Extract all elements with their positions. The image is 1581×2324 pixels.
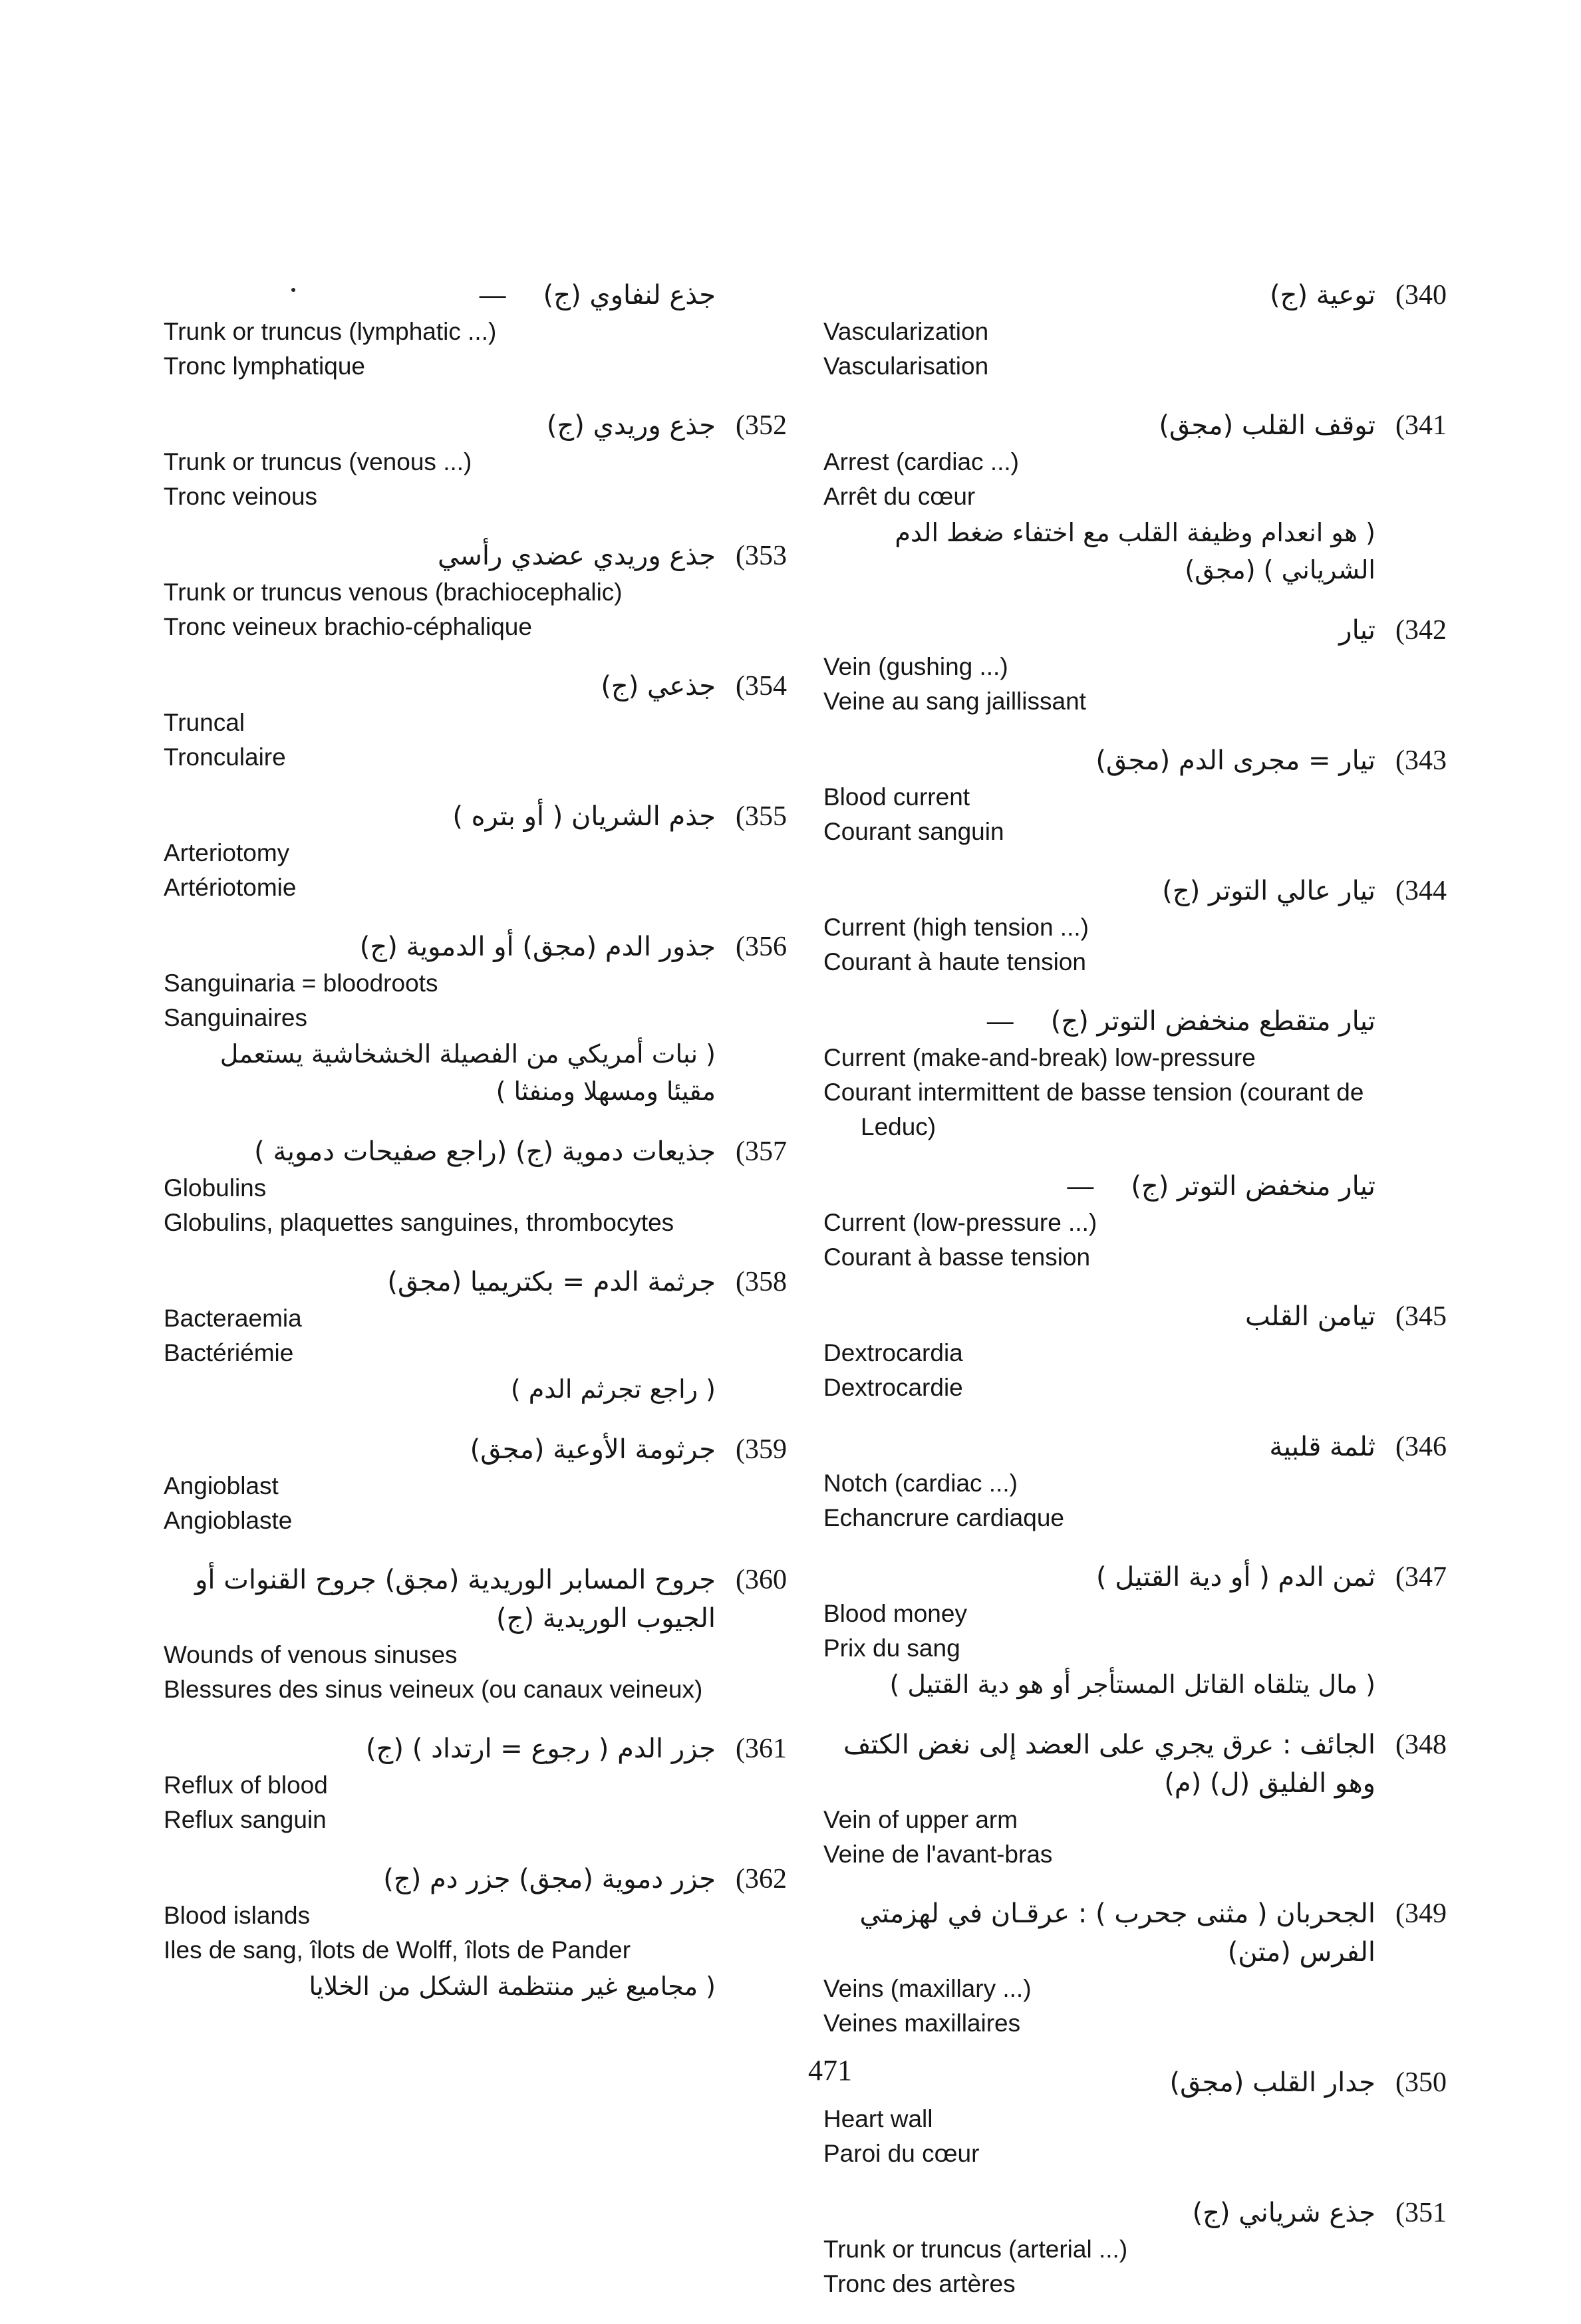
arabic-term xyxy=(823,276,1375,315)
english-term: Bacteraemia xyxy=(164,1305,302,1332)
french-term: Iles de sang, îlots de Wolff, îlots de Pander xyxy=(164,1936,631,1964)
arabic-term-text: جذعي (ج) xyxy=(601,671,716,702)
dictionary-entry xyxy=(823,741,1482,849)
arabic-term xyxy=(823,1002,1375,1041)
english-term: Arteriotomy xyxy=(164,839,290,866)
french-term: Courant à haute tension xyxy=(823,948,1086,975)
arabic-term-text: جدار القلب (مجق) xyxy=(1169,2067,1375,2098)
french-term: Vascularisation xyxy=(823,352,989,380)
arabic-term-text: جذع لنفاوي (ج) xyxy=(543,280,716,311)
french-term: Veine au sang jaillissant xyxy=(823,688,1086,715)
arabic-term xyxy=(823,2063,1375,2102)
arabic-note: ( هو انعدام وظيفة القلب مع اختفاء ضغط الدم الشرياني ) (مجق) xyxy=(895,518,1375,584)
arabic-note: ( مجاميع غير منتظمة الشكل من الخلايا xyxy=(309,1972,716,2001)
dictionary-entry xyxy=(823,1558,1482,1703)
dictionary-entry xyxy=(164,1860,822,2005)
dictionary-entry xyxy=(823,276,1482,384)
entry-number: (350 xyxy=(1395,2067,1447,2098)
french-term: Veine de l'avant-bras xyxy=(823,1841,1053,1868)
arabic-term xyxy=(164,1263,716,1301)
dictionary-entry xyxy=(823,1428,1482,1535)
dictionary-entry xyxy=(823,1726,1482,1872)
english-term: Wounds of venous sinuses xyxy=(164,1641,458,1668)
dictionary-entry xyxy=(164,1430,822,1538)
arabic-term-text: ثمن الدم ( أو دية القتيل ) xyxy=(1095,1562,1375,1593)
arabic-term-text: تيار = مجرى الدم (مجق) xyxy=(1095,745,1375,776)
dictionary-entry xyxy=(164,537,822,644)
left-column xyxy=(164,276,822,2027)
french-term: Tronc lymphatique xyxy=(164,352,365,380)
english-term: Blood current xyxy=(823,783,970,811)
english-term: Current (high tension ...) xyxy=(823,914,1089,941)
arabic-term xyxy=(823,872,1375,910)
entry-number: (353 xyxy=(736,541,787,571)
entry-number: (344 xyxy=(1395,876,1447,906)
dictionary-entry xyxy=(164,928,822,1110)
arabic-note: ( نبات أمريكي من الفصيلة الخشخاشية يستعمل مقيئا ومسهلا ومنفثا ) xyxy=(219,1039,716,1106)
dictionary-entry xyxy=(164,667,822,775)
entry-number: (362 xyxy=(736,1864,787,1894)
english-term: Trunk or truncus (lymphatic ...) xyxy=(164,318,497,345)
arabic-term-text: جذم الشريان ( أو بتره ) xyxy=(452,801,716,832)
arabic-term-text: جذع وريدي (ج) xyxy=(546,410,716,441)
arabic-term xyxy=(823,611,1375,650)
english-term: Globulins xyxy=(164,1174,267,1202)
entry-number: (340 xyxy=(1395,280,1447,311)
entry-number: (359 xyxy=(736,1434,787,1465)
english-term: Dextrocardia xyxy=(823,1339,963,1366)
dictionary-entry xyxy=(164,797,822,905)
entry-number: (358 xyxy=(736,1267,787,1297)
repeat-dash: — xyxy=(479,281,506,310)
french-term: Bactériémie xyxy=(164,1339,294,1366)
entry-number: (345 xyxy=(1395,1301,1447,1332)
french-term: Artériotomie xyxy=(164,874,297,901)
right-column xyxy=(823,276,1482,2324)
dictionary-entry xyxy=(823,1167,1482,1275)
arabic-term xyxy=(164,1730,716,1768)
entry-number: (349 xyxy=(1395,1898,1447,1929)
english-term: Angioblast xyxy=(164,1472,279,1499)
arabic-term-text: ثلمة قلبية xyxy=(1269,1432,1375,1462)
french-term: Arrêt du cœur xyxy=(823,483,976,510)
dictionary-entry xyxy=(164,1561,822,1707)
french-term: Globulins, plaquettes sanguines, thrombocytes xyxy=(164,1209,674,1236)
arabic-term xyxy=(823,1428,1375,1466)
english-term: Heart wall xyxy=(823,2105,933,2132)
arabic-term-text: جزر الدم ( رجوع = ارتداد ) (ج) xyxy=(366,1734,716,1764)
arabic-term-text: توقف القلب (مجق) xyxy=(1159,410,1375,441)
entry-number: (342 xyxy=(1395,615,1447,646)
arabic-term xyxy=(164,276,716,315)
arabic-term xyxy=(164,537,716,575)
french-term: Courant intermittent de basse tension (courant de Leduc) xyxy=(823,1079,1371,1140)
french-term: Angioblaste xyxy=(164,1507,293,1534)
english-term: Arrest (cardiac ...) xyxy=(823,448,1019,475)
dictionary-entry xyxy=(823,872,1482,979)
arabic-term-text: جرثومة الأوعية (مجق) xyxy=(470,1434,716,1465)
entry-number: (360 xyxy=(736,1565,787,1595)
french-term: Dextrocardie xyxy=(823,1374,963,1401)
french-term: Tronculaire xyxy=(164,743,286,771)
dictionary-entry xyxy=(164,406,822,514)
arabic-term xyxy=(823,2194,1375,2232)
arabic-note: ( راجع تجرثم الدم ) xyxy=(510,1374,716,1404)
arabic-term xyxy=(823,1297,1375,1336)
english-term: Trunk or truncus (arterial ...) xyxy=(823,2236,1128,2263)
entry-number: (347 xyxy=(1395,1562,1447,1593)
dictionary-entry xyxy=(823,2063,1482,2171)
entry-number: (343 xyxy=(1395,745,1447,776)
arabic-term xyxy=(164,667,716,706)
arabic-term-text: تيار xyxy=(1339,615,1375,646)
entry-number: (351 xyxy=(1395,2198,1447,2228)
english-term: Blood islands xyxy=(164,1902,311,1929)
arabic-term xyxy=(823,406,1375,445)
arabic-term-text: الجائف : عرق يجري على العضد إلى نغض الكتف وهو الفليق (ل) (م) xyxy=(843,1730,1375,1799)
arabic-term xyxy=(164,1132,716,1171)
entry-number: (355 xyxy=(736,801,787,832)
arabic-term-text: جذيعات دموية (ج) (راجع صفيحات دموية ) xyxy=(254,1136,716,1167)
arabic-term xyxy=(823,741,1375,780)
entry-number: (348 xyxy=(1395,1730,1447,1760)
arabic-term-text: جروح المسابر الوريدية (مجق) جروح القنوات أو الجيوب الوريدية (ج) xyxy=(195,1565,716,1634)
arabic-term-text: تيار منخفض التوتر (ج) xyxy=(1131,1171,1375,1202)
french-term: Courant à basse tension xyxy=(823,1243,1091,1271)
arabic-term xyxy=(164,406,716,445)
english-term: Reflux of blood xyxy=(164,1771,328,1799)
arabic-term-text: الجحربان ( مثنى جحرب ) : عرقـان في لهزمتي الفرس (متن) xyxy=(859,1898,1375,1968)
arabic-term-text: تيار عالي التوتر (ج) xyxy=(1162,876,1375,906)
repeat-dash: — xyxy=(1067,1172,1094,1201)
entry-number: (346 xyxy=(1395,1432,1447,1462)
english-term: Sanguinaria = bloodroots xyxy=(164,969,438,997)
english-term: Truncal xyxy=(164,709,245,736)
dictionary-entry xyxy=(823,406,1482,588)
arabic-term-text: توعية (ج) xyxy=(1270,280,1375,311)
english-term: Trunk or truncus venous (brachiocephalic) xyxy=(164,579,623,606)
arabic-term-text: جزر دموية (مجق) جزر دم (ج) xyxy=(383,1864,716,1894)
arabic-term xyxy=(823,1894,1375,1972)
english-term: Vascularization xyxy=(823,318,989,345)
french-term: Tronc veineux brachio-céphalique xyxy=(164,613,532,640)
english-term: Blood money xyxy=(823,1600,967,1627)
english-term: Current (low-pressure ...) xyxy=(823,1209,1097,1236)
page-number: 471 xyxy=(808,2054,852,2087)
arabic-term-text: تيار متقطع منخفض التوتر (ج) xyxy=(1050,1006,1375,1037)
arabic-term xyxy=(823,1558,1375,1597)
entry-number: (354 xyxy=(736,671,787,702)
english-term: Notch (cardiac ...) xyxy=(823,1470,1018,1497)
entry-number: (361 xyxy=(736,1734,787,1764)
dictionary-entry xyxy=(164,1263,822,1408)
dictionary-entry xyxy=(164,1132,822,1240)
arabic-term xyxy=(164,1860,716,1898)
french-term: Blessures des sinus veineux (ou canaux veineux) xyxy=(164,1676,703,1703)
dictionary-entry xyxy=(164,276,822,384)
french-term: Sanguinaires xyxy=(164,1004,307,1031)
french-term: Echancrure cardiaque xyxy=(823,1504,1064,1531)
entry-number: (341 xyxy=(1395,410,1447,441)
dictionary-entry xyxy=(823,1002,1482,1144)
french-term: Courant sanguin xyxy=(823,818,1004,845)
arabic-term xyxy=(823,1726,1375,1803)
english-term: Vein (gushing ...) xyxy=(823,653,1008,680)
english-term: Vein of upper arm xyxy=(823,1806,1018,1833)
entry-number: (356 xyxy=(736,932,787,962)
english-term: Current (make-and-break) low-pressure xyxy=(823,1044,1256,1071)
english-term: Veins (maxillary ...) xyxy=(823,1975,1032,2002)
dictionary-entry xyxy=(823,1297,1482,1405)
dictionary-entry xyxy=(823,1894,1482,2041)
french-term: Tronc veinous xyxy=(164,483,318,510)
arabic-term xyxy=(164,1430,716,1469)
dictionary-entry xyxy=(823,2194,1482,2301)
arabic-term-text: جرثمة الدم = بكتريميا (مجق) xyxy=(387,1267,716,1297)
dictionary-entry xyxy=(823,611,1482,719)
french-term: Reflux sanguin xyxy=(164,1806,327,1833)
english-term: Trunk or truncus (venous ...) xyxy=(164,448,472,475)
arabic-term xyxy=(164,797,716,836)
arabic-term-text: جذع وريدي عضدي رأسي xyxy=(438,541,716,571)
arabic-term xyxy=(164,928,716,966)
french-term: Paroi du cœur xyxy=(823,2140,980,2167)
arabic-term xyxy=(823,1167,1375,1206)
arabic-term-text: جذع شرياني (ج) xyxy=(1192,2198,1375,2228)
french-term: Veines maxillaires xyxy=(823,2009,1021,2037)
entry-number: (357 xyxy=(736,1136,787,1167)
arabic-term-text: جذور الدم (مجق) أو الدموية (ج) xyxy=(359,932,716,962)
arabic-term-text: تيامن القلب xyxy=(1244,1301,1375,1332)
arabic-note: ( مال يتلقاه القاتل المستأجر أو هو دية القتيل ) xyxy=(889,1670,1375,1699)
arabic-term xyxy=(164,1561,716,1638)
french-term: Prix du sang xyxy=(823,1634,960,1662)
entry-number: (352 xyxy=(736,410,787,441)
repeat-dash: — xyxy=(986,1007,1014,1036)
dictionary-entry xyxy=(164,1730,822,1837)
french-term: Tronc des artères xyxy=(823,2270,1016,2297)
